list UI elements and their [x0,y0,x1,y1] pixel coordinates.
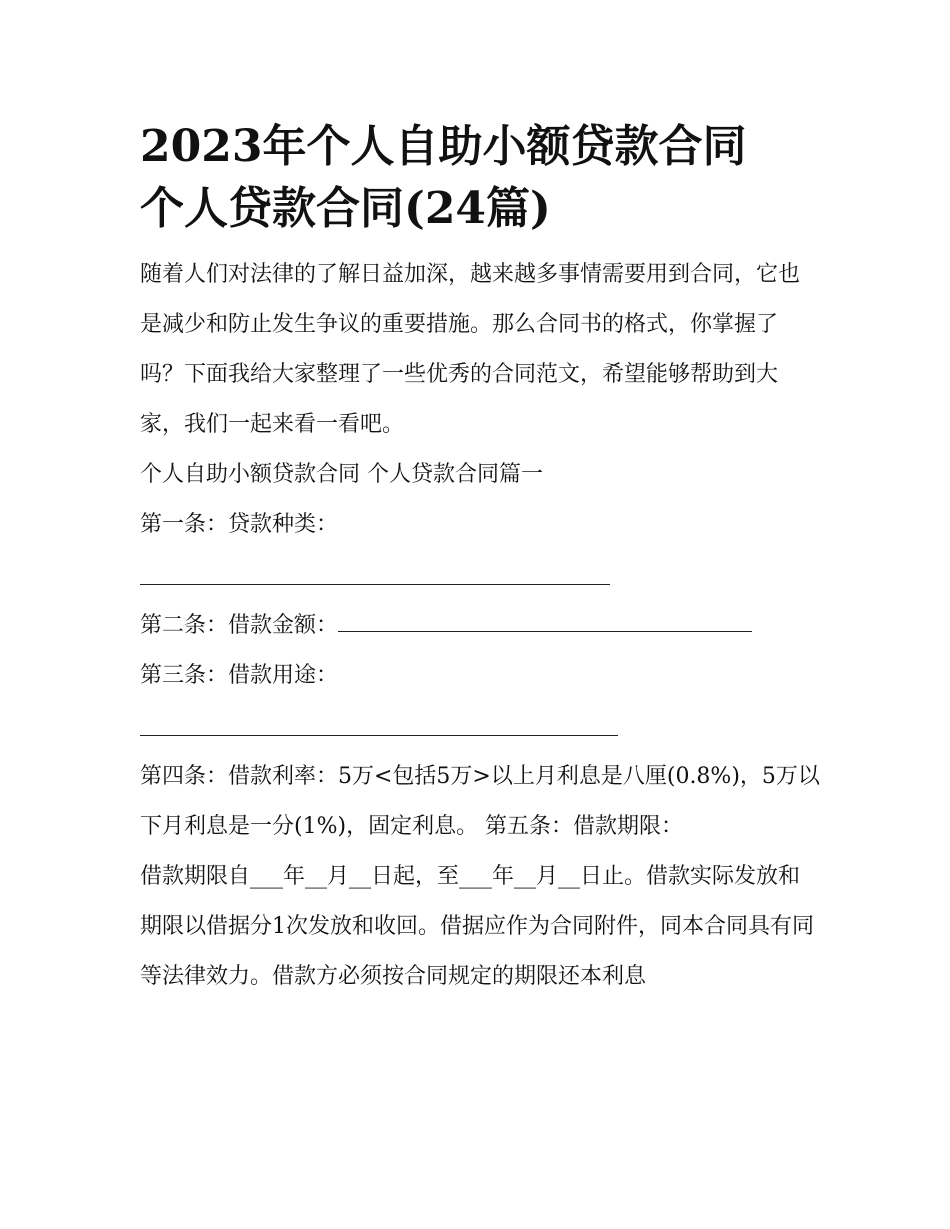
intro-paragraph: 随着人们对法律的了解日益加深，越来越多事情需要用到合同，它也是减少和防止发生争议的重要措施。那么合同书的格式，你掌握了吗？下面我给大家整理了一些优秀的合同范文，希望能够帮助到大家，我们一起来看一看吧。 [140,262,801,437]
title-line-2: 个人贷款合同(24篇) [140,183,551,234]
document-title [140,116,820,240]
title-line-1: 2023年个人自助小额贷款合同 [140,121,747,172]
clause-5-paragraph: 借款期限自___年__月__日起，至___年__月__日止。借款实际发放和期限以借据分1次发放和收回。借据应作为合同附件，同本合同具有同等法律效力。借款方必须按合同规定的期限还本利息 [140,864,814,989]
clause-1-label: 第一条：贷款种类： [140,512,339,537]
section-heading: 个人自助小额贷款合同 个人贷款合同篇一 [140,462,543,487]
clause-3-blank-line [140,701,618,736]
clause-2 [140,601,820,651]
clause-1-blank-line [140,550,610,585]
clause-2-label: 第二条：借款金额： [140,613,339,638]
clause-2-blank-line [338,609,752,632]
clause-4-paragraph: 第四条：借款利率：5万<包括5万>以上月利息是八厘(0.8%)，5万以下月利息是一分(1%)，固定利息。 第五条：借款期限： [140,764,820,839]
clause-3-label: 第三条：借款用途： [140,663,339,688]
document-page [140,116,820,1002]
